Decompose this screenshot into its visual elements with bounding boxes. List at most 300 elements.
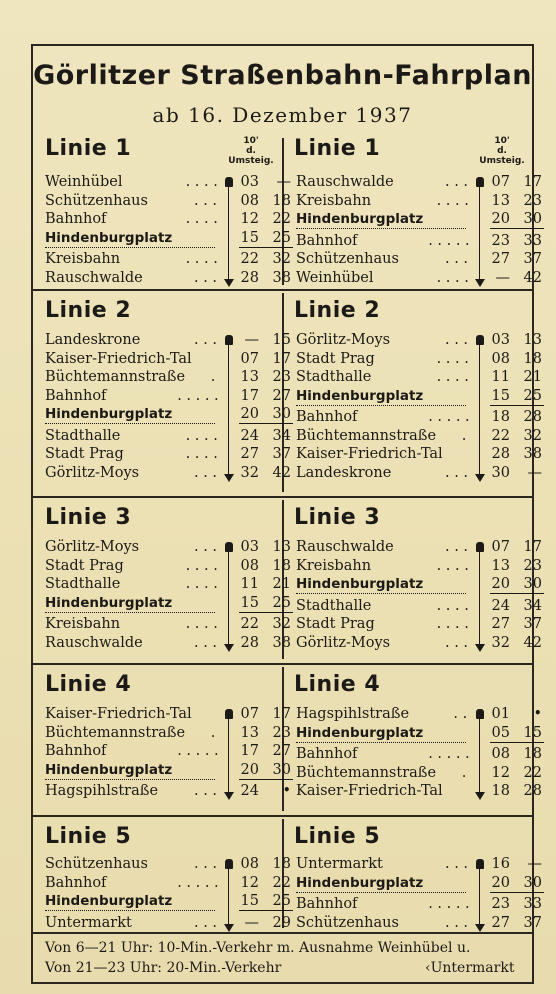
- stop-row: [45, 331, 291, 349]
- stop-row: [45, 405, 291, 423]
- departure-minute: 42: [523, 634, 542, 651]
- leader-dots: .: [210, 724, 216, 741]
- stop-name: Landeskrone: [45, 332, 141, 348]
- stop-name: Hindenburgplatz: [45, 761, 173, 778]
- departure-minute: 13: [491, 557, 510, 574]
- route-direction-line: [228, 859, 229, 924]
- departure-minute: 20: [491, 874, 510, 891]
- stop-name: Stadthalle: [296, 369, 372, 385]
- stop-row: [296, 575, 542, 593]
- stop-name: Görlitz-Moys: [45, 539, 140, 555]
- departure-minute: 15: [491, 387, 510, 404]
- departure-minute: 32: [523, 427, 542, 444]
- stop-row: [45, 173, 291, 191]
- departure-minute: 38: [272, 269, 291, 286]
- departure-minute: 07: [240, 350, 259, 367]
- departure-minute: 11: [491, 369, 510, 385]
- departure-minute: 42: [523, 269, 542, 286]
- line-panel-2-right: [282, 289, 542, 496]
- leader-dots: . . . .: [185, 557, 218, 574]
- stop-row: [45, 705, 291, 723]
- stop-name: Rauschwalde: [45, 269, 143, 286]
- leader-dots: . . . . .: [428, 896, 470, 912]
- departure-minute: 18: [491, 409, 510, 425]
- stop-name: Büchtemannstraße: [296, 427, 437, 444]
- stop-row: [45, 594, 291, 612]
- stop-row: [296, 597, 542, 615]
- stop-name: Görlitz-Moys: [45, 464, 140, 481]
- line-label: Linie 1: [45, 136, 132, 161]
- route-start-marker: [476, 335, 484, 345]
- departure-minute: 33: [523, 232, 542, 249]
- line-panel-5-left: [31, 815, 291, 932]
- stop-name: Görlitz-Moys: [296, 332, 391, 348]
- departure-minute: 22: [272, 211, 291, 227]
- stop-name: Bahnhof: [45, 743, 107, 759]
- departure-minute: 27: [272, 387, 291, 404]
- stop-name: Kreisbahn: [45, 251, 121, 267]
- hub-name-rule: [45, 612, 215, 613]
- stop-name: Stadt Prag: [45, 557, 124, 574]
- hub-time-rule: [490, 228, 544, 229]
- stop-name: Rauschwalde: [296, 539, 394, 555]
- departure-minute: 07: [240, 706, 259, 722]
- departure-minute: 32: [272, 251, 291, 267]
- leader-dots: . . . .: [436, 557, 469, 574]
- departure-minute: 24: [491, 597, 510, 614]
- leader-dots: . . . . .: [177, 874, 219, 891]
- leader-dots: .: [210, 369, 216, 385]
- stop-name: Kreisbahn: [296, 192, 372, 209]
- departure-minute: 15: [523, 724, 542, 741]
- departure-minute: 24: [240, 427, 259, 444]
- departure-minute: 12: [240, 211, 259, 227]
- leader-dots: .: [461, 764, 467, 781]
- stop-name: Büchtemannstraße: [45, 369, 186, 385]
- interval-note: [223, 136, 279, 166]
- stop-name: Rauschwalde: [45, 634, 143, 651]
- leader-dots: . . .: [194, 856, 218, 872]
- leader-dots: . . . .: [185, 174, 218, 190]
- departure-minute: —: [276, 174, 291, 190]
- stop-row: [296, 192, 542, 210]
- departure-minute: 38: [272, 634, 291, 651]
- line-panel-4-right: [282, 663, 542, 815]
- stop-row: [296, 724, 542, 742]
- line-label: Linie 2: [294, 298, 381, 323]
- departure-minute: 13: [272, 539, 291, 555]
- stop-name: Kreisbahn: [45, 616, 121, 632]
- footer-divider: [31, 932, 534, 934]
- stop-row: [45, 615, 291, 633]
- departure-minute: 28: [240, 269, 259, 286]
- stop-name: Hindenburgplatz: [45, 893, 173, 909]
- departure-minute: 13: [491, 192, 510, 209]
- footer-line-2b: ‹Untermarkt: [425, 960, 515, 976]
- stop-name: Büchtemannstraße: [296, 764, 437, 781]
- departure-minute: 21: [272, 576, 291, 592]
- stop-row: [296, 350, 542, 368]
- hub-name-rule: [296, 892, 466, 893]
- departure-minute: 34: [272, 427, 291, 444]
- stop-name: Untermarkt: [296, 856, 383, 872]
- leader-dots: . . .: [445, 539, 469, 555]
- line-panel-4-left: [31, 663, 291, 815]
- stop-row: [45, 892, 291, 910]
- leader-dots: . . . . .: [428, 409, 470, 425]
- stop-row: [296, 705, 542, 723]
- stop-name: Bahnhof: [296, 896, 358, 912]
- stop-name: Weinhübel: [296, 269, 374, 286]
- departure-minute: 05: [491, 724, 510, 741]
- stop-name: Hindenburgplatz: [296, 387, 424, 404]
- route-direction-arrowhead: [224, 924, 234, 932]
- route-direction-arrowhead: [224, 279, 234, 287]
- hub-name-rule: [296, 742, 466, 743]
- route-direction-arrowhead: [475, 279, 485, 287]
- leader-dots: . . . .: [185, 576, 218, 592]
- stop-row: [45, 575, 291, 593]
- route-start-marker: [476, 542, 484, 552]
- stop-row: [296, 368, 542, 386]
- leader-dots: . . .: [194, 634, 218, 651]
- route-direction-line: [479, 177, 480, 279]
- stop-row: [296, 232, 542, 250]
- departure-minute: 37: [523, 251, 542, 267]
- departure-minute: 29: [272, 914, 291, 931]
- departure-minute: 07: [491, 174, 510, 190]
- departure-minute: 27: [240, 446, 259, 462]
- stop-row: [296, 173, 542, 191]
- line-label: Linie 3: [294, 505, 381, 530]
- line-label: Linie 5: [45, 824, 132, 849]
- leader-dots: . .: [453, 706, 468, 722]
- leader-dots: . . .: [194, 783, 218, 799]
- stop-row: [296, 874, 542, 892]
- stop-name: Bahnhof: [296, 409, 358, 425]
- hub-name-rule: [45, 779, 215, 780]
- departure-minute: 20: [240, 761, 259, 778]
- page-title: Görlitzer Straßenbahn-Fahrplan: [33, 60, 532, 91]
- stop-row: [296, 557, 542, 575]
- stop-name: Kaiser-Friedrich-Tal: [296, 783, 443, 799]
- departure-minute: 22: [240, 251, 259, 267]
- stop-name: Untermarkt: [45, 914, 132, 931]
- stop-name: Hindenburgplatz: [296, 211, 424, 227]
- departure-minute: 23: [272, 369, 291, 385]
- stop-name: Hindenburgplatz: [296, 576, 424, 592]
- departure-minute: 17: [523, 174, 542, 190]
- route-direction-line: [228, 335, 229, 474]
- line-label: Linie 5: [294, 824, 381, 849]
- stop-row: [45, 445, 291, 463]
- stop-row: [45, 914, 291, 932]
- leader-dots: . . . .: [436, 369, 469, 385]
- departure-minute: 13: [240, 369, 259, 385]
- leader-dots: . . . .: [185, 616, 218, 632]
- stop-row: [45, 464, 291, 482]
- stop-name: Kreisbahn: [296, 557, 372, 574]
- departure-minute: 30: [491, 464, 510, 481]
- stop-name: Hagspihlstraße: [296, 706, 410, 722]
- leader-dots: . . . . .: [428, 232, 470, 249]
- departure-minute: 32: [491, 634, 510, 651]
- route-direction-line: [228, 709, 229, 792]
- stop-row: [296, 269, 542, 287]
- stop-row: [45, 427, 291, 445]
- departure-minute: 25: [272, 594, 291, 611]
- departure-minute: 17: [523, 539, 542, 555]
- leader-dots: .: [461, 427, 467, 444]
- departure-minute: 23: [272, 724, 291, 741]
- departure-minute: —: [495, 269, 510, 286]
- leader-dots: . . .: [445, 332, 469, 348]
- departure-minute: 17: [272, 706, 291, 722]
- line-panel-1-right: [282, 134, 542, 289]
- leader-dots: . . . .: [185, 446, 218, 462]
- departure-minute: 18: [523, 350, 542, 367]
- stop-name: Bahnhof: [45, 211, 107, 227]
- departure-minute: 18: [523, 746, 542, 762]
- stop-row: [296, 464, 542, 482]
- stop-name: Bahnhof: [45, 387, 107, 404]
- departure-minute: 16: [491, 856, 510, 872]
- stop-row: [45, 229, 291, 247]
- leader-dots: . . .: [445, 251, 469, 267]
- stop-row: [45, 761, 291, 779]
- stop-name: Stadt Prag: [45, 446, 124, 462]
- line-label: Linie 4: [294, 672, 381, 697]
- stop-row: [45, 368, 291, 386]
- departure-minute: 23: [491, 232, 510, 249]
- route-direction-arrowhead: [224, 644, 234, 652]
- leader-dots: . . . .: [436, 616, 469, 632]
- leader-dots: . . . .: [436, 350, 469, 367]
- departure-minute: 15: [240, 594, 259, 611]
- departure-minute: 27: [491, 914, 510, 931]
- departure-minute: 08: [491, 746, 510, 762]
- departure-minute: 22: [491, 427, 510, 444]
- stop-name: Stadthalle: [296, 597, 372, 614]
- stop-name: Schützenhaus: [45, 856, 148, 872]
- stop-row: [296, 250, 542, 268]
- stop-name: Rauschwalde: [296, 174, 394, 190]
- leader-dots: . . . . .: [428, 746, 470, 762]
- departure-minute: 24: [240, 783, 259, 799]
- leader-dots: . . .: [445, 856, 469, 872]
- stop-name: Bahnhof: [45, 874, 107, 891]
- stop-name: Bahnhof: [296, 232, 358, 249]
- leader-dots: . . . . .: [177, 743, 219, 759]
- stop-row: [45, 350, 291, 368]
- departure-minute: 28: [523, 783, 542, 799]
- stop-row: [45, 724, 291, 742]
- leader-dots: . . .: [445, 914, 469, 931]
- stop-name: Hindenburgplatz: [45, 229, 173, 246]
- departure-minute: 30: [523, 874, 542, 891]
- departure-minute: 15: [240, 229, 259, 246]
- route-start-marker: [225, 542, 233, 552]
- stop-row: [296, 914, 542, 932]
- departure-minute: —: [244, 332, 259, 348]
- departure-minute: 17: [240, 743, 259, 759]
- stop-row: [296, 408, 542, 426]
- leader-dots: . . .: [194, 539, 218, 555]
- departure-minute: 37: [523, 914, 542, 931]
- interval-note-minutes: 10': [243, 136, 259, 146]
- departure-minute: 32: [272, 616, 291, 632]
- stop-row: [296, 538, 542, 556]
- stop-name: Stadt Prag: [296, 616, 375, 632]
- route-start-marker: [225, 709, 233, 719]
- stop-name: Hindenburgplatz: [45, 406, 173, 422]
- stop-row: [45, 250, 291, 268]
- stop-name: Schützenhaus: [296, 251, 399, 267]
- leader-dots: . . . . .: [177, 387, 219, 404]
- stop-row: [296, 782, 542, 800]
- departure-minute: 08: [491, 350, 510, 367]
- departure-minute: 17: [272, 350, 291, 367]
- page-subtitle: ab 16. Dezember 1937: [152, 103, 413, 127]
- line-label: Linie 1: [294, 136, 381, 161]
- departure-minute: 08: [240, 192, 259, 209]
- line-label: Linie 4: [45, 672, 132, 697]
- departure-minute: 03: [240, 174, 259, 190]
- interval-note: [474, 136, 530, 166]
- stop-name: Schützenhaus: [45, 192, 148, 209]
- departure-minute: 20: [240, 406, 259, 422]
- stop-row: [45, 192, 291, 210]
- stop-row: [45, 874, 291, 892]
- stop-name: Kaiser-Friedrich-Tal: [45, 350, 192, 367]
- line-panel-3-right: [282, 496, 542, 663]
- departure-minute: 12: [491, 764, 510, 781]
- departure-minute: 08: [240, 856, 259, 872]
- departure-minute: 25: [523, 387, 542, 404]
- stop-row: [45, 855, 291, 873]
- departure-minute: 11: [240, 576, 259, 592]
- departure-minute: •: [282, 783, 291, 799]
- leader-dots: . . . .: [436, 192, 469, 209]
- stop-row: [296, 634, 542, 652]
- route-start-marker: [225, 859, 233, 869]
- departure-minute: 23: [523, 192, 542, 209]
- route-direction-arrowhead: [475, 644, 485, 652]
- stop-name: Stadt Prag: [296, 350, 375, 367]
- leader-dots: . . .: [194, 914, 218, 931]
- departure-minute: 30: [272, 761, 291, 778]
- leader-dots: . . .: [194, 332, 218, 348]
- stop-row: [296, 331, 542, 349]
- departure-minute: 37: [272, 446, 291, 462]
- departure-minute: 42: [272, 464, 291, 481]
- line-label: Linie 3: [45, 505, 132, 530]
- stop-row: [45, 557, 291, 575]
- departure-minute: 27: [491, 616, 510, 632]
- stop-row: [45, 269, 291, 287]
- departure-minute: 28: [240, 634, 259, 651]
- line-panel-1-left: [31, 134, 291, 289]
- stop-row: [45, 742, 291, 760]
- route-direction-arrowhead: [224, 474, 234, 482]
- route-direction-arrowhead: [475, 924, 485, 932]
- departure-minute: 30: [523, 211, 542, 227]
- departure-minute: 15: [272, 332, 291, 348]
- route-direction-arrowhead: [475, 474, 485, 482]
- departure-minute: 07: [491, 539, 510, 555]
- departure-minute: —: [527, 856, 542, 872]
- leader-dots: . . . .: [185, 251, 218, 267]
- departure-minute: 18: [272, 192, 291, 209]
- departure-minute: 27: [272, 743, 291, 759]
- departure-minute: 38: [523, 446, 542, 462]
- stop-row: [45, 634, 291, 652]
- departure-minute: 23: [491, 896, 510, 912]
- departure-minute: 30: [272, 406, 291, 422]
- route-direction-line: [228, 542, 229, 644]
- hub-time-rule: [490, 742, 544, 743]
- stop-name: Kaiser-Friedrich-Tal: [296, 446, 443, 462]
- route-start-marker: [225, 335, 233, 345]
- hub-name-rule: [296, 405, 466, 406]
- departure-minute: 18: [272, 557, 291, 574]
- departure-minute: 01: [491, 706, 510, 722]
- interval-note-transfer: d. Umsteig.: [479, 146, 525, 166]
- departure-minute: 25: [272, 229, 291, 246]
- route-start-marker: [476, 859, 484, 869]
- leader-dots: . . .: [194, 192, 218, 209]
- leader-dots: . . . .: [185, 211, 218, 227]
- hub-name-rule: [45, 423, 215, 424]
- stop-row: [296, 895, 542, 913]
- stop-row: [296, 445, 542, 463]
- stop-row: [296, 615, 542, 633]
- leader-dots: . . .: [194, 269, 218, 286]
- stop-row: [296, 745, 542, 763]
- departure-minute: 27: [491, 251, 510, 267]
- stop-row: [296, 427, 542, 445]
- departure-minute: 33: [523, 896, 542, 912]
- departure-minute: 25: [272, 893, 291, 909]
- departure-minute: •: [533, 706, 542, 722]
- interval-note-minutes: 10': [494, 136, 510, 146]
- departure-minute: —: [244, 914, 259, 931]
- stop-row: [296, 387, 542, 405]
- departure-minute: 03: [491, 332, 510, 348]
- stop-name: Hindenburgplatz: [296, 724, 424, 741]
- departure-minute: 22: [523, 764, 542, 781]
- hub-name-rule: [45, 247, 215, 248]
- route-start-marker: [476, 177, 484, 187]
- departure-minute: —: [527, 464, 542, 481]
- stop-row: [296, 764, 542, 782]
- route-direction-arrowhead: [224, 792, 234, 800]
- stop-name: Hindenburgplatz: [296, 874, 424, 891]
- departure-minute: 28: [523, 409, 542, 425]
- departure-minute: 17: [240, 387, 259, 404]
- stop-name: Büchtemannstraße: [45, 724, 186, 741]
- stop-row: [45, 387, 291, 405]
- stop-name: Landeskrone: [296, 464, 392, 481]
- route-direction-line: [479, 859, 480, 924]
- stop-row: [45, 782, 291, 800]
- hub-name-rule: [296, 228, 466, 229]
- departure-minute: 22: [240, 616, 259, 632]
- departure-minute: 03: [240, 539, 259, 555]
- stop-name: Weinhübel: [45, 174, 123, 190]
- leader-dots: . . .: [445, 174, 469, 190]
- route-direction-line: [228, 177, 229, 279]
